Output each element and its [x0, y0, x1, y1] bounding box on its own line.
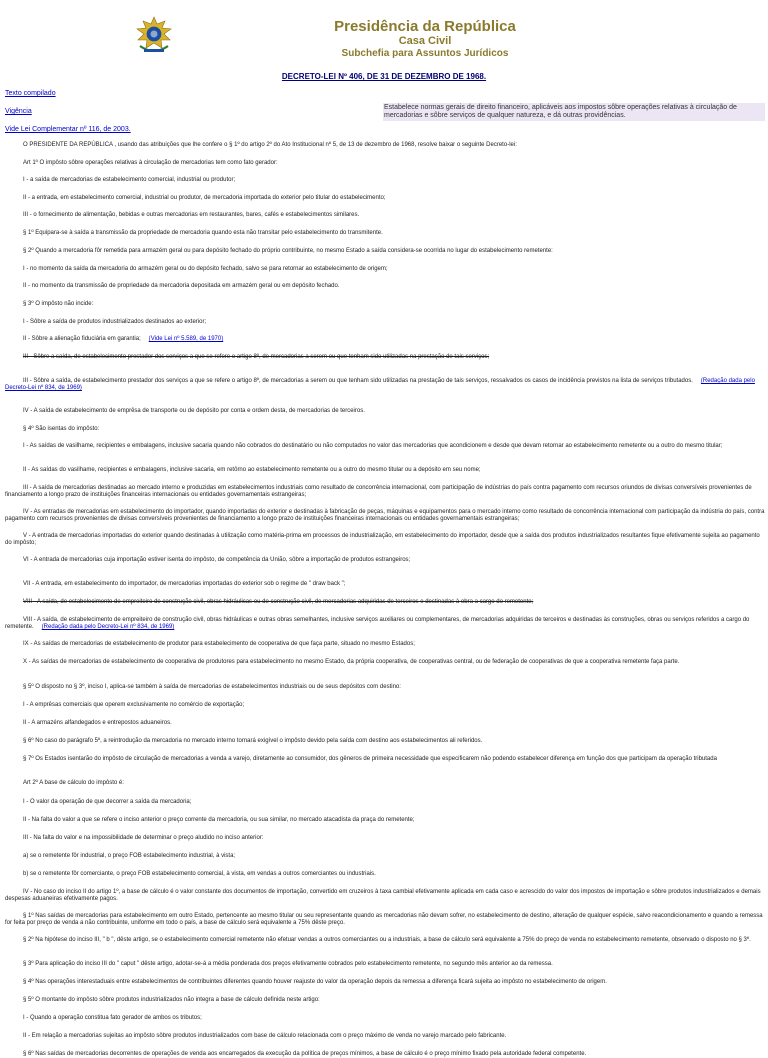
decree-paragraph	[5, 467, 765, 474]
decree-paragraph	[5, 301, 765, 308]
decree-paragraph	[5, 1033, 765, 1040]
paragraph-text: II - Em relação a mercadorias sujeitas ao impôsto sôbre produtos industrializados com base de cálculo relacionada com o preço máximo de venda no varejo marcado pelo fabricante.	[23, 1033, 507, 1039]
paragraph-text: II - As saídas do vasilhame, recipientes e embalagens, inclusive sacaria, em retôrno ao estabelecimento remetente ou a outro do mesmo titular ou a depósito em seu nome;	[23, 467, 481, 473]
paragraph-text: X - As saídas de mercadorias de estabelecimento de cooperativa de produtores para estabelecimento no mesmo Estado, da própria cooperativa, de cooperativas central, ou de federação de cooperativas de que a cooperativa remetente faça parte.	[23, 659, 680, 665]
decree-paragraph	[5, 799, 765, 806]
paragraph-text: § 7º Os Estados isentarão do impôsto de circulação de mercadorias a venda a varejo, diretamente ao consumidor, dos gêneros de primeira necessidade que especificarem não podendo estabelecer diferença em função dos que participam da operação tributada	[23, 756, 717, 762]
decree-paragraph	[5, 426, 765, 433]
decree-paragraph	[5, 835, 765, 842]
decree-paragraph	[5, 853, 765, 860]
paragraph-text: IV - A saída de estabelecimento de emprêsa de transporte ou de depósito por conta e ordem desta, de mercadorias de terceiros.	[23, 408, 365, 414]
decree-paragraph	[5, 142, 765, 149]
decree-paragraph	[5, 319, 765, 326]
paragraph-text: II - Sôbre a alienação fiduciária em garantia;	[23, 336, 141, 342]
decree-paragraph	[5, 443, 765, 450]
header-subtitle: Casa Civil	[398, 35, 452, 47]
decree-paragraph	[5, 961, 765, 968]
paragraph-text: I - Quando a operação constitua fato gerador de ambos os tributos;	[23, 1015, 202, 1021]
paragraph-text: I - Sôbre a saída de produtos industrializados destinados ao exterior;	[23, 319, 207, 325]
paragraph-text: III - Sôbre a saída, de estabelecimento prestador dos serviços a que se refere o artigo 8º, de mercadorias a serem ou que tenham sido utilizadas na prestação de tais serviços;	[23, 354, 490, 360]
paragraph-text: II - A armazéns alfandegados e entrepostos aduaneiros.	[23, 720, 172, 726]
decree-paragraph	[5, 889, 765, 903]
paragraph-text: § 4º São isentas do impôsto:	[23, 426, 100, 432]
paragraph-text: I - As saídas de vasilhame, recipientes e embalagens, inclusive sacaria quando não cobrados do destinatário ou não computados no valor das mercadorias que acondicionem e desde que devam retornar ao estabelecimento remetente ou a outro do mesmo titular;	[23, 443, 723, 449]
paragraph-text: V - A entrada de mercadorias importadas do exterior quando destinadas à utilização como matéria-prima em processos de industrialização, em estabelecimento do importador, desde que a saída dos produtos industrializados resultantes fique efetivamente sujeita ao pagamento do impôsto;	[5, 533, 760, 546]
decree-paragraph	[5, 212, 765, 219]
paragraph-text: IV - As entradas de mercadorias em estabelecimento do importador, quando importadas do exterior e destinadas à fabricação de peças, máquinas e equipamentos para o mercado interno como resultado de concorrência internacional com participação da indústria do país, contra pagamento com recursos provenientes de divisas conversíveis provenientes de financiamento a longo prazo de instituições financeiras internacionais ou entidades governamentais estrangeiras;	[5, 509, 765, 522]
decree-paragraph	[5, 354, 765, 361]
paragraph-text: § 6º No caso do parágrafo 5º, a reintrodução da mercadoria no mercado interno tornará exigível o impôsto devido pela saída com destino aos estabelecimentos ali referidos.	[23, 738, 483, 744]
decree-paragraph	[5, 581, 765, 588]
paragraph-text: III - o fornecimento de alimentação, bebidas e outras mercadorias em restaurantes, bares, cafés e estabelecimentos similares.	[23, 212, 360, 218]
decree-paragraph	[5, 557, 765, 564]
decree-paragraph	[5, 641, 765, 648]
ementa-summary: Estabelece normas gerais de direito financeiro, aplicáveis aos impostos sôbre operações relativas à circulação de mercadorias e sôbre serviços de qualquer natureza, e dá outras providências.	[383, 103, 765, 121]
decree-paragraph	[5, 160, 765, 167]
decree-paragraph	[5, 997, 765, 1004]
paragraph-text: § 6º Nas saídas de mercadorias decorrentes de operações de venda aos encarregados da execução da política de preços mínimos, a base de cálculo é o preço mínimo fixado pela autoridade federal competente.	[23, 1051, 587, 1057]
decree-paragraph	[5, 756, 765, 763]
links-block-2	[5, 108, 32, 115]
paragraph-text: § 2º Quando a mercadoria fôr remetida para armazém geral ou para depósito fechado do próprio contribuinte, no mesmo Estado a saída considera-se ocorrida no lugar do estabelecimento remetente:	[23, 248, 553, 254]
decree-paragraph	[5, 780, 765, 787]
paragraph-text: I - a saída de mercadorias de estabelecimento comercial, industrial ou produtor;	[23, 177, 236, 183]
decree-paragraph	[5, 720, 765, 727]
decree-paragraph	[5, 509, 765, 523]
decree-title: DECRETO-LEI Nº 406, DE 31 DE DEZEMBRO DE 1968.	[281, 72, 487, 81]
paragraph-text: II - a entrada, em estabelecimento comercial, industrial ou produtor, de mercadoria importada do exterior pelo titular do estabelecimento;	[23, 195, 386, 201]
paragraph-text: I - A emprêsas comerciais que operem exclusivamente no comércio de exportação;	[23, 702, 245, 708]
paragraph-text: § 1º Nas saídas de mercadorias para estabelecimento em outro Estado, pertencente ao mesmo titular ou seu representante quando as mercadorias não devam sofrer, no estabelecimento de destino, alteração de qualquer espécie, salvo reacondicionamento e quando a remessa for feita por preço de venda a não contribuinte, uniforme em todo o país, a base de cálculo será equivalente a 75% dêste preço.	[5, 913, 763, 926]
decree-paragraph	[5, 533, 765, 547]
decree-paragraph	[5, 617, 765, 631]
decree-paragraph	[5, 702, 765, 709]
paragraph-text: I - no momento da saída da mercadoria do armazém geral ou do depósito fechado, salvo se para retornar ao estabelecimento de origem;	[23, 266, 388, 272]
paragraph-text: § 3º O impôsto não incide:	[23, 301, 94, 307]
paragraph-text: b) se o remetente fôr comerciante, o preço FOB estabelecimento comercial, à vista, em vendas a outros comerciantes ou industriais.	[23, 871, 376, 877]
decree-paragraph	[5, 913, 765, 927]
paragraph-text: VII - A entrada, em estabelecimento do importador, de mercadorias importadas do exterior sob o regime de " draw back ";	[23, 581, 346, 587]
decree-paragraph	[5, 485, 765, 499]
vigencia-link[interactable]: Vigência	[5, 108, 32, 115]
decree-paragraph	[5, 177, 765, 184]
decree-paragraph	[5, 378, 765, 392]
links-block-3	[5, 126, 131, 133]
decree-paragraph	[5, 230, 765, 237]
paragraph-text: IX - As saídas de mercadorias de estabelecimento de produtor para estabelecimento de cooperativa de que faça parte, situado no mesmo Estados;	[23, 641, 415, 647]
paragraph-text: II - Na falta do valor a que se refere o inciso anterior o preço corrente da mercadoria, ou sua similar, no mercado atacadista da praça do remetente;	[23, 817, 415, 823]
decree-paragraph	[5, 266, 765, 273]
decree-paragraph	[5, 195, 765, 202]
paragraph-text: I - O valor da operação de que decorrer a saída da mercadoria;	[23, 799, 192, 805]
paragraph-text: II - no momento da transmissão de propriedade da mercadoria depositada em armazém geral ou em depósito fechado.	[23, 283, 340, 289]
paragraph-text: § 3º Para aplicação do inciso III do " caput " dêste artigo, adotar-se-á a média ponderada dos preços efetivamente cobrados pelo estabelecimento remetente, no segundo mês anterior ao da remessa.	[23, 961, 553, 967]
page-header	[0, 0, 768, 70]
paragraph-text: VI - A entrada de mercadorias cuja importação estiver isenta do impôsto, de competência da União, sôbre a importação de produtos estrangeiros;	[23, 557, 411, 563]
decree-paragraph	[5, 979, 765, 986]
paragraph-text: § 1º Equipara-se à saída a transmissão da propriedade de mercadoria quando esta não transitar pelo estabelecimento do transmitente.	[23, 230, 383, 236]
links-block	[5, 90, 56, 97]
decree-paragraph	[5, 684, 765, 691]
decree-paragraph	[5, 817, 765, 824]
header-subtitle-2: Subchefia para Assuntos Jurídicos	[341, 48, 509, 59]
paragraph-text: § 5º O montante do impôsto sôbre produtos industrializados não integra a base de cálculo definida neste artigo:	[23, 997, 320, 1003]
header-title: Presidência da República	[334, 18, 516, 35]
paragraph-text: III - A saída de mercadorias destinadas ao mercado interno e produzidas em estabelecimentos industriais como resultado de concorrência internacional, com participação de indústrias do país contra pagamento com recursos oriundos de divisas conversíveis provenientes de financiamento a longo prazo de instituições financeiras internacionais ou entidades governamentais estrangeiras;	[5, 485, 752, 498]
paragraph-text: Art 1º O impôsto sôbre operações relativas à circulação de mercadorias tem como fato gerador:	[23, 160, 278, 166]
brazil-coat-of-arms-icon	[134, 16, 174, 56]
paragraph-text: VIII - A saída, de estabelecimento de empreiteiro de construção civil, obras hidráulicas ou de construção civil, de mercadorias adquiridas de terceiros e destinadas à obra a cargo do remetente;	[23, 599, 534, 605]
decree-paragraph	[5, 336, 765, 343]
decree-paragraph	[5, 738, 765, 745]
paragraph-text: § 5º O disposto no § 3º, inciso I, aplica-se também à saída de mercadorias de estabelecimentos industriais ou de seus depósitos com destino:	[23, 684, 401, 690]
paragraph-text: III - Na falta do valor e na impossibilidade de determinar o preço aludido no inciso anterior:	[23, 835, 264, 841]
decree-paragraph	[5, 283, 765, 290]
decree-paragraph	[5, 248, 765, 255]
paragraph-text: Art 2º A base de cálculo do impôsto é:	[23, 780, 124, 786]
decree-paragraph	[5, 1051, 765, 1058]
vide-lei-link[interactable]: Vide Lei Complementar nº 116, de 2003.	[5, 126, 131, 133]
redacao-link[interactable]: (Redação dada pelo Decreto-Lei nº 834, de 1969)	[41, 624, 175, 630]
paragraph-text: O PRESIDENTE DA REPÚBLICA , usando das atribuições que lhe confere o § 1º do artigo 2º do Ato Institucional nº 5, de 13 de dezembro de 1968, resolve baixar o seguinte Decreto-lei:	[23, 142, 517, 148]
texto-compilado-link[interactable]: Texto compilado	[5, 90, 56, 97]
paragraph-text: § 4º Nas operações interestaduais entre estabelecimentos de contribuintes diferentes quando houver reajuste do valor da operação depois da remessa a diferença ficará sujeita ao impôsto no estabelecimento de origem.	[23, 979, 607, 985]
decree-paragraph	[5, 937, 765, 944]
decree-paragraph	[5, 659, 765, 666]
paragraph-text: § 2º Na hipótese do inciso III, " b ", dêste artigo, se o estabelecimento comercial remetente não efetuar vendas a outros comerciantes ou a industriais, a base de cálculo será equivalente a 75% do preço de venda no estabelecimento remetente, observado o disposto no § 3º.	[23, 937, 751, 943]
redacao-link[interactable]: (Vide Lei nº 5.589, de 1970)	[148, 336, 224, 342]
decree-paragraph	[5, 408, 765, 415]
paragraph-text: III - Sôbre a saída, de estabelecimento prestador dos serviços a que se refere o artigo 8º, de mercadorias a serem ou que tenham sido utilizadas na prestação de tais serviços, ressalvados os casos de incidência previstos na lista de serviços tributados.	[23, 378, 693, 384]
paragraph-text: IV - No caso do inciso II do artigo 1º, a base de cálculo é o valor constante dos documentos de importação, convertido em cruzeiros à taxa cambial efetivamente aplicada em cada caso e acrescido do valor dos impostos de importação e sôbre produtos industrializados e demais despesas aduaneiras efetivamente pagos.	[5, 889, 761, 902]
decree-paragraph	[5, 871, 765, 878]
redacao-link[interactable]: (Redação dada pelo Decreto-Lei nº 834, de 1969)	[5, 378, 755, 391]
decree-paragraph	[5, 599, 765, 606]
paragraph-text: a) se o remetente fôr industrial, o preço FOB estabelecimento industrial, à vista;	[23, 853, 236, 859]
header-text	[300, 18, 550, 60]
paragraph-text: VIII - A saída, de estabelecimento de empreiteiro de construção civil, obras hidráulicas e outras obras semelhantes, inclusive serviços auxiliares ou complementares, de mercadorias adquiridas de terceiros e destinadas às construções, obras ou serviços referidos a cargo do remetente.	[5, 617, 750, 630]
decree-paragraph	[5, 1015, 765, 1022]
